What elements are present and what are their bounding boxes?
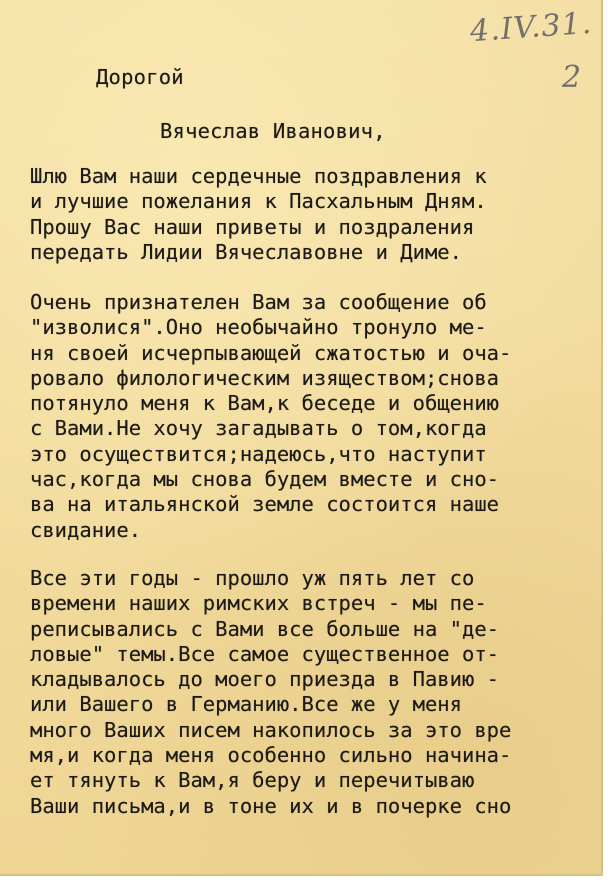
text-line: ровало филологическим изяществом;снова <box>30 365 499 390</box>
salutation-line-2: Вячеслав Иванович, <box>160 119 386 143</box>
text-line: с Вами.Не хочу загадывать о том,когда <box>30 416 487 441</box>
text-line: Прошу Вас наши приветы и поздраления <box>30 214 475 239</box>
text-line: и лучшие пожелания к Пасхальным Дням. <box>30 189 487 214</box>
text-line: Очень признателен Вам за сообщение об <box>30 290 487 314</box>
text-line: ня своей исчерпывающей сжатостью и оча- <box>30 340 512 365</box>
text-line: "изволися".Оно необычайно тронуло ме- <box>30 315 487 340</box>
text-line: реписывались с Вами все больше на "де- <box>30 616 499 641</box>
paragraph-2 <box>30 290 511 543</box>
text-line: или Вашего в Германию.Все же у меня <box>30 692 462 717</box>
text-line: ва на итальянской земле состоится наше <box>30 492 499 517</box>
text-line: Шлю Вам наши сердечные поздравления к <box>30 164 487 188</box>
text-line: кладывалось до моего приезда в Павию - <box>30 667 499 692</box>
text-line: ловые" темы.Все самое существенное от- <box>30 641 499 666</box>
paragraph-1 <box>30 164 487 265</box>
text-line: ет тянуть к Вам,я беру и перечитываю <box>30 768 475 793</box>
text-line: час,когда мы снова будем вместе и сно- <box>30 467 499 492</box>
paragraph-3 <box>30 566 511 819</box>
text-line: потянуло меня к Вам,к беседе и общению <box>30 391 499 416</box>
text-line: мя,и когда меня особенно сильно начина- <box>30 743 512 768</box>
text-line: свидание. <box>30 517 142 542</box>
text-line: передать Лидии Вячеславовне и Диме. <box>30 239 462 264</box>
handwritten-page-number: 2 <box>562 60 582 95</box>
text-line: Все эти годы - прошло уж пять лет со <box>30 566 475 590</box>
text-line: времени наших римских встреч - мы пе- <box>30 591 487 616</box>
text-line: много Ваших писем накопилось за это вре <box>30 717 512 742</box>
text-line: это осуществится;надеюсь,что наступит <box>30 441 487 466</box>
salutation-line-1: Дорогой <box>96 65 184 89</box>
text-line: Ваши письма,и в тоне их и в почерке сно <box>30 793 512 818</box>
handwritten-date: 4.IV.31. <box>468 5 594 50</box>
